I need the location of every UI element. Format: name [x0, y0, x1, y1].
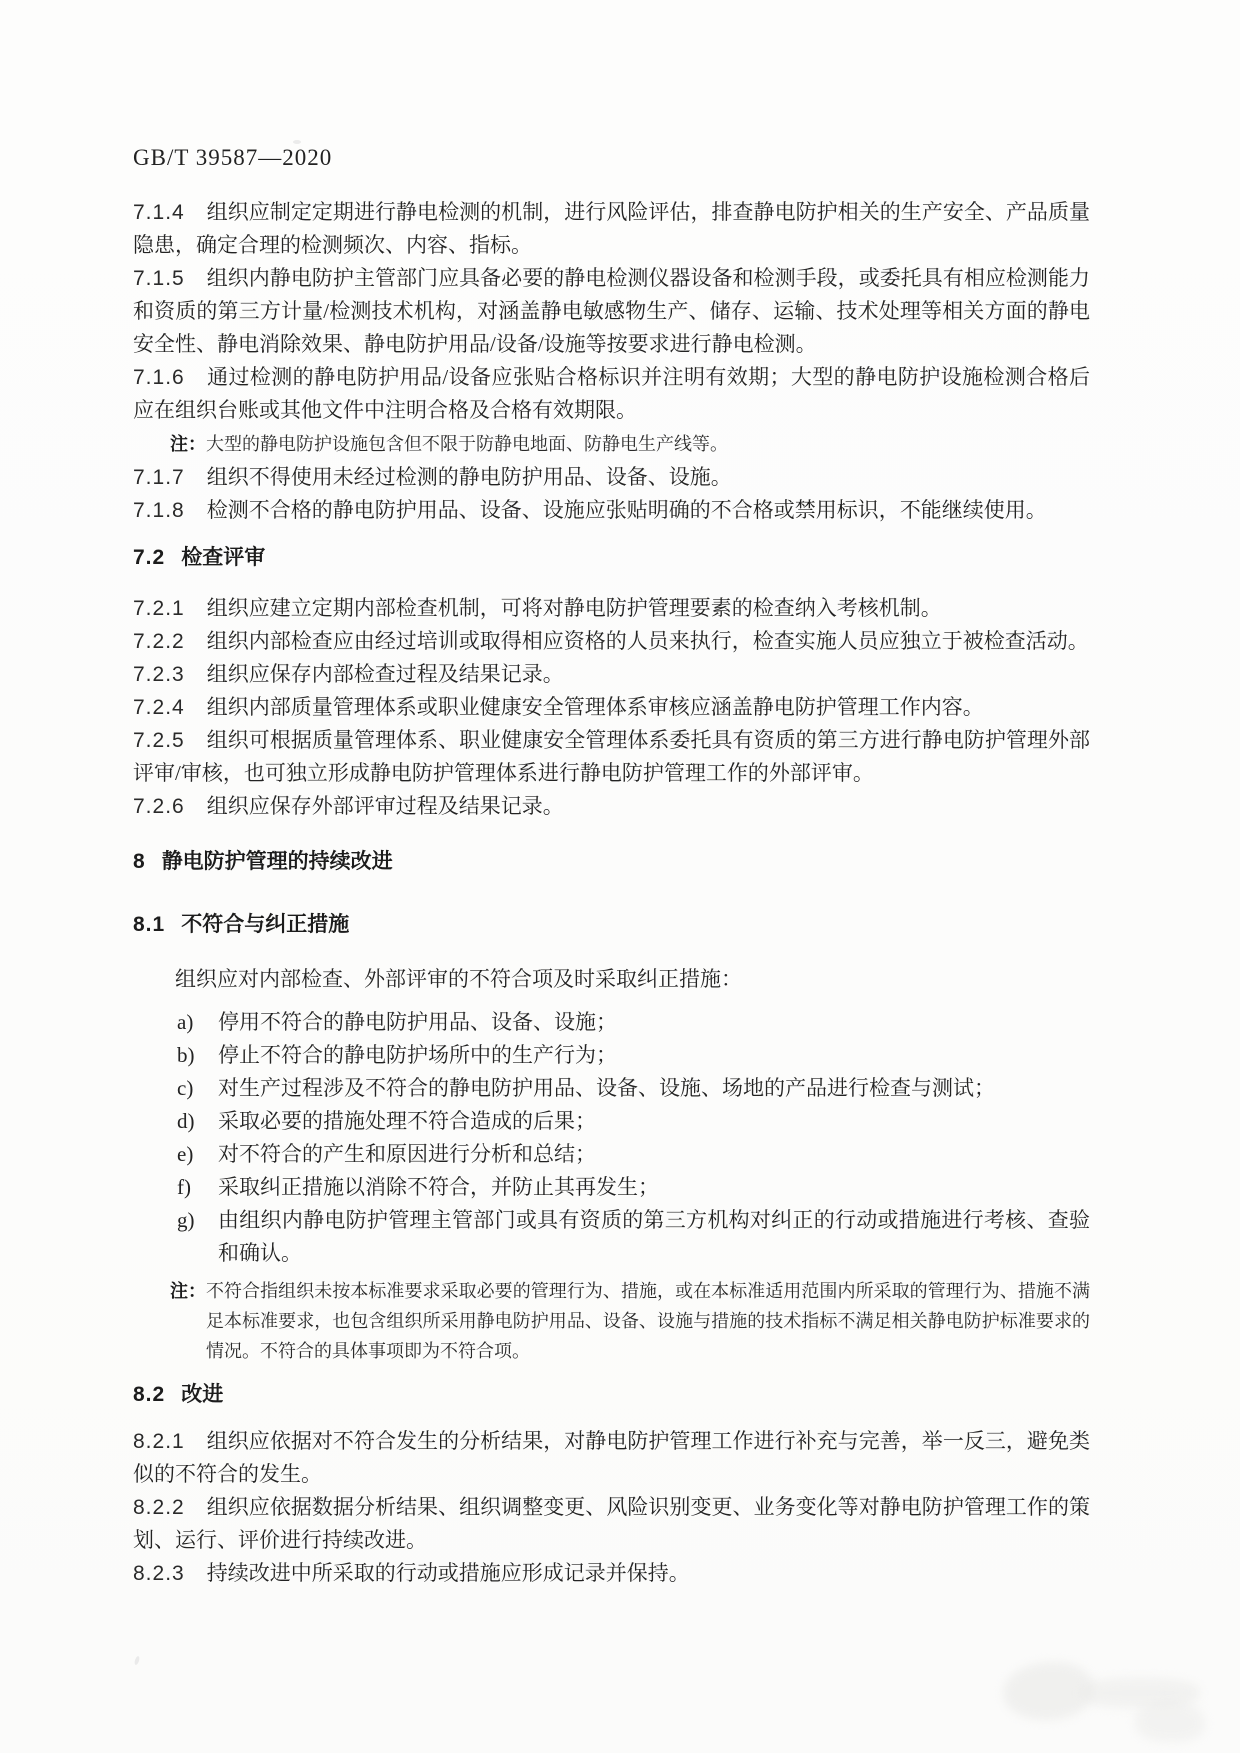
clause-text: 组织应制定定期进行静电检测的机制，进行风险评估，排查静电防护相关的生产安全、产品质量隐患，确定合理的检测频次、内容、指标。: [133, 200, 1090, 257]
watermark-blob: [1003, 1662, 1093, 1720]
watermark-smudge: [985, 1640, 1235, 1750]
clause-text: 持续改进中所采取的行动或措施应形成记录并保持。: [206, 1561, 690, 1585]
clause-7-1-5: [133, 262, 1090, 361]
clause-number: 7.2.2: [133, 630, 185, 653]
clause-8-2-1: [133, 1425, 1090, 1491]
list-text: 对不符合的产生和原因进行分析和总结；: [218, 1142, 596, 1166]
clause-number: 8.2.2: [133, 1496, 185, 1519]
clause-7-2-6: [133, 790, 1090, 823]
list-item-g: [133, 1204, 1090, 1270]
heading-8: [133, 845, 1090, 878]
clause-text: 组织内部检查应由经过培训或取得相应资格的人员来执行，检查实施人员应独立于被检查活动。: [206, 629, 1089, 653]
heading-title: 改进: [181, 1383, 224, 1406]
clause-text: 组织应保存内部检查过程及结果记录。: [206, 662, 564, 686]
intro-8-1: 组织应对内部检查、外部评审的不符合项及时采取纠正措施：: [175, 967, 742, 991]
heading-number: 8.1: [133, 913, 166, 936]
note-label: 注：: [170, 434, 206, 454]
list-item-b: [133, 1039, 1090, 1072]
clause-8-2-3: [133, 1557, 1090, 1590]
list-text: 停用不符合的静电防护用品、设备、设施；: [218, 1010, 617, 1034]
list-text: 采取必要的措施处理不符合造成的后果；: [218, 1109, 596, 1133]
list-text: 对生产过程涉及不符合的静电防护用品、设备、设施、场地的产品进行检查与测试；: [218, 1076, 995, 1100]
heading-number: 7.2: [133, 546, 166, 569]
clause-7-1-7: [133, 461, 1090, 494]
list-item-a: [133, 1006, 1090, 1039]
clause-number: 7.2.5: [133, 729, 185, 752]
clause-8-2-2: [133, 1491, 1090, 1557]
list-text: 由组织内静电防护管理主管部门或具有资质的第三方机构对纠正的行动或措施进行考核、查验和确认。: [218, 1208, 1090, 1265]
clause-text: 组织不得使用未经过检测的静电防护用品、设备、设施。: [206, 465, 732, 489]
clause-number: 7.1.5: [133, 267, 185, 290]
clause-text: 组织内部质量管理体系或职业健康安全管理体系审核应涵盖静电防护管理工作内容。: [206, 695, 984, 719]
list-item-c: [133, 1072, 1090, 1105]
list-item-f: [133, 1171, 1090, 1204]
clause-7-1-4: [133, 196, 1090, 262]
heading-8-2: [133, 1378, 1090, 1411]
list-marker: c): [177, 1076, 194, 1100]
clause-number: 7.1.6: [133, 366, 185, 389]
clause-text: 组织应依据对不符合发生的分析结果，对静电防护管理工作进行补充与完善，举一反三，避免类似的不符合的发生。: [133, 1429, 1090, 1486]
clause-number: 7.1.4: [133, 201, 185, 224]
list-item-e: [133, 1138, 1090, 1171]
clause-text: 组织内静电防护主管部门应具备必要的静电检测仪器设备和检测手段，或委托具有相应检测能力和资质的第三方计量/检测技术机构，对涵盖静电敏感物生产、储存、运输、技术处理等相关方面的静电安全性、静电消除效果、静电防护用品/设备/设施等按要求进行静电检测。: [133, 266, 1090, 356]
list-marker: b): [177, 1043, 195, 1067]
heading-title: 静电防护管理的持续改进: [161, 850, 393, 873]
list-marker: d): [177, 1109, 195, 1133]
note-7-1-6: [133, 429, 1090, 459]
note-8-1: [133, 1276, 1090, 1366]
clause-number: 7.2.3: [133, 663, 185, 686]
watermark-blob: [1135, 1700, 1205, 1742]
heading-8-1: [133, 908, 1090, 941]
clause-text: 组织应保存外部评审过程及结果记录。: [206, 794, 564, 818]
clause-7-2-5: [133, 724, 1090, 790]
note-text: 不符合指组织未按本标准要求采取必要的管理行为、措施，或在本标准适用范围内所采取的管理行为、措施不满足本标准要求，也包含组织所采用静电防护用品、设备、设施与措施的技术指标不满足相关静电防护标准要求的情况。不符合的具体事项即为不符合项。: [206, 1281, 1090, 1361]
list-marker: e): [177, 1142, 194, 1166]
clause-text: 组织应建立定期内部检查机制，可将对静电防护管理要素的检查纳入考核机制。: [206, 596, 942, 620]
clause-7-1-6: [133, 361, 1090, 427]
scan-speck: [134, 1656, 141, 1666]
clause-text: 检测不合格的静电防护用品、设备、设施应张贴明确的不合格或禁用标识，不能继续使用。: [206, 498, 1047, 522]
list-marker: f): [177, 1175, 191, 1199]
clause-number: 7.1.8: [133, 499, 185, 522]
clause-7-2-2: [133, 625, 1090, 658]
clause-number: 8.2.3: [133, 1562, 185, 1585]
list-marker: g): [177, 1208, 195, 1232]
list-item-d: [133, 1105, 1090, 1138]
doc-number: GB/T 39587—2020: [133, 145, 333, 170]
heading-number: 8.2: [133, 1383, 166, 1406]
clause-number: 7.1.7: [133, 466, 185, 489]
clause-number: 8.2.1: [133, 1430, 185, 1453]
clause-number: 7.2.4: [133, 696, 185, 719]
list-text: 采取纠正措施以消除不符合，并防止其再发生；: [218, 1175, 659, 1199]
scan-speck: [293, 140, 301, 144]
heading-title: 检查评审: [181, 546, 266, 569]
heading-title: 不符合与纠正措施: [181, 913, 350, 936]
clause-7-2-1: [133, 592, 1090, 625]
heading-7-2: [133, 541, 1090, 574]
clause-text: 组织可根据质量管理体系、职业健康安全管理体系委托具有资质的第三方进行静电防护管理外部评审/审核，也可独立形成静电防护管理体系进行静电防护管理工作的外部评审。: [133, 728, 1090, 785]
watermark-blob: [1080, 1678, 1200, 1708]
clause-number: 7.2.6: [133, 795, 185, 818]
clause-7-2-3: [133, 658, 1090, 691]
clause-7-2-4: [133, 691, 1090, 724]
note-label: 注：: [170, 1281, 206, 1301]
clause-number: 7.2.1: [133, 597, 185, 620]
clause-7-1-8: [133, 494, 1090, 527]
note-text: 大型的静电防护设施包含但不限于防静电地面、防静电生产线等。: [206, 434, 728, 454]
heading-number: 8: [133, 850, 146, 873]
clause-text: 通过检测的静电防护用品/设备应张贴合格标识并注明有效期；大型的静电防护设施检测合格后应在组织台账或其他文件中注明合格及合格有效期限。: [133, 365, 1090, 422]
clause-text: 组织应依据数据分析结果、组织调整变更、风险识别变更、业务变化等对静电防护管理工作的策划、运行、评价进行持续改进。: [133, 1495, 1090, 1552]
list-marker: a): [177, 1010, 194, 1034]
list-text: 停止不符合的静电防护场所中的生产行为；: [218, 1043, 617, 1067]
